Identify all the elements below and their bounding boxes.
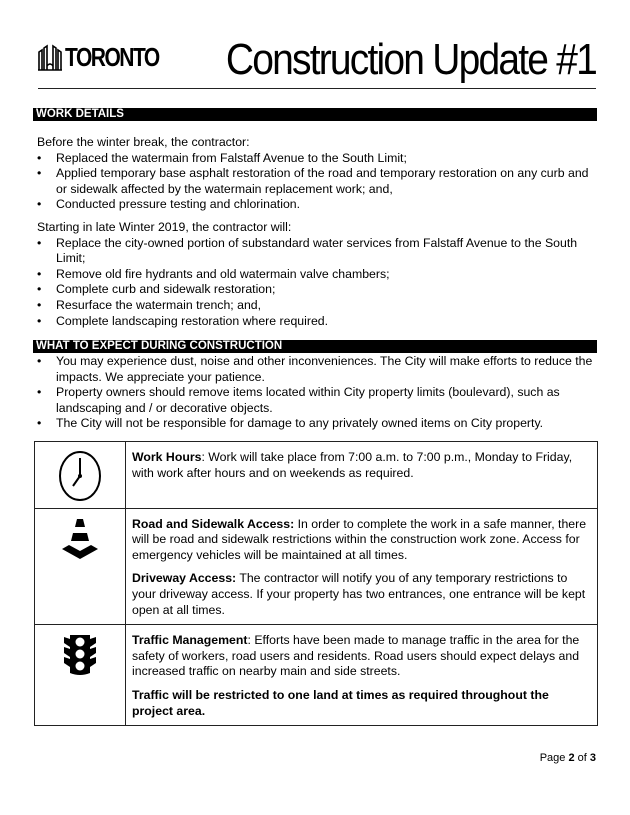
list-item: • Property owners should remove items located within City property limits (boulevard), such as landscaping and / or decorative objects. xyxy=(37,385,602,416)
list-item: • Complete landscaping restoration where required. xyxy=(37,314,602,330)
upcoming-work-list xyxy=(37,236,602,330)
clock-icon xyxy=(58,450,102,502)
icon-cell xyxy=(35,508,126,625)
list-item: • Replaced the watermain from Falstaff Avenue to the South Limit; xyxy=(37,151,602,167)
label: Driveway Access: xyxy=(132,571,237,586)
info-table xyxy=(34,441,598,726)
page-current: 2 xyxy=(568,752,575,764)
label: Traffic will be restricted to one land at times as required throughout the project area. xyxy=(132,687,549,718)
work-details-body xyxy=(37,135,602,329)
toronto-logo xyxy=(38,44,159,71)
logo-text: TORONTO xyxy=(65,43,159,73)
list-item: • The City will not be responsible for damage to any privately owned items on City property. xyxy=(37,416,602,432)
expect-list xyxy=(37,354,602,432)
list-item: • Replace the city-owned portion of substandard water services from Falstaff Avenue to the South Limit; xyxy=(37,236,602,267)
page-prefix: Page xyxy=(539,752,569,764)
access-description xyxy=(126,508,598,625)
page-title: Construction Update #1 xyxy=(225,36,596,85)
list-item: • Remove old fire hydrants and old watermain valve chambers; xyxy=(37,267,602,283)
icon-cell xyxy=(35,625,126,726)
list-item: • Resurface the watermain trench; and, xyxy=(37,298,602,314)
table-row-access xyxy=(35,508,598,625)
page-number xyxy=(540,752,596,764)
traffic-light-icon xyxy=(63,633,97,677)
icon-cell xyxy=(35,442,126,509)
label: Traffic Management xyxy=(132,633,248,648)
list-item: • Complete curb and sidewalk restoration; xyxy=(37,282,602,298)
what-to-expect-body xyxy=(37,354,602,432)
section-heading-what-to-expect: WHAT TO EXPECT DURING CONSTRUCTION xyxy=(33,340,597,353)
page-mid: of xyxy=(574,752,590,764)
section-heading-work-details: WORK DETAILS xyxy=(33,108,597,121)
label: Road and Sidewalk Access: xyxy=(132,516,295,531)
completed-work-list xyxy=(37,151,602,213)
text: : Efforts have been made to manage traffic in the area for the safety of workers, road users and residents. Road users should expect delays and increased traffic on nearby main and side streets. xyxy=(132,633,580,679)
list-item: • Conducted pressure testing and chlorination. xyxy=(37,197,602,213)
intro-text: Before the winter break, the contractor: xyxy=(37,135,250,149)
label: Work Hours xyxy=(132,450,202,464)
intro-text: Starting in late Winter 2019, the contractor will: xyxy=(37,219,292,234)
list-item: • Applied temporary base asphalt restoration of the road and temporary restoration on any curb and or sidewalk affected by the watermain replacement work; and, xyxy=(37,166,602,197)
table-row-work-hours xyxy=(35,442,598,509)
header-divider xyxy=(38,88,596,89)
text: The contractor will notify you of any temporary restrictions to your driveway access. If your property has two entrances, one entrance will be kept open at all times. xyxy=(132,571,586,617)
page-total: 3 xyxy=(589,752,596,764)
work-hours-description xyxy=(126,442,598,509)
text: In order to complete the work in a safe manner, there will be road and sidewalk restrictions within the construction work zone. Access for emergency vehicles will be maintained at all times. xyxy=(132,516,587,562)
table-row-traffic xyxy=(35,625,598,726)
list-item: • You may experience dust, noise and other inconveniences. The City will make efforts to reduce the impacts. We appreciate your patience. xyxy=(37,354,602,385)
text: : Work will take place from 7:00 a.m. to 7:00 p.m., Monday to Friday, with work after hours and on weekends as required. xyxy=(132,450,573,480)
traffic-cone-icon xyxy=(60,517,100,561)
city-hall-icon xyxy=(38,44,62,71)
traffic-description xyxy=(126,625,598,726)
